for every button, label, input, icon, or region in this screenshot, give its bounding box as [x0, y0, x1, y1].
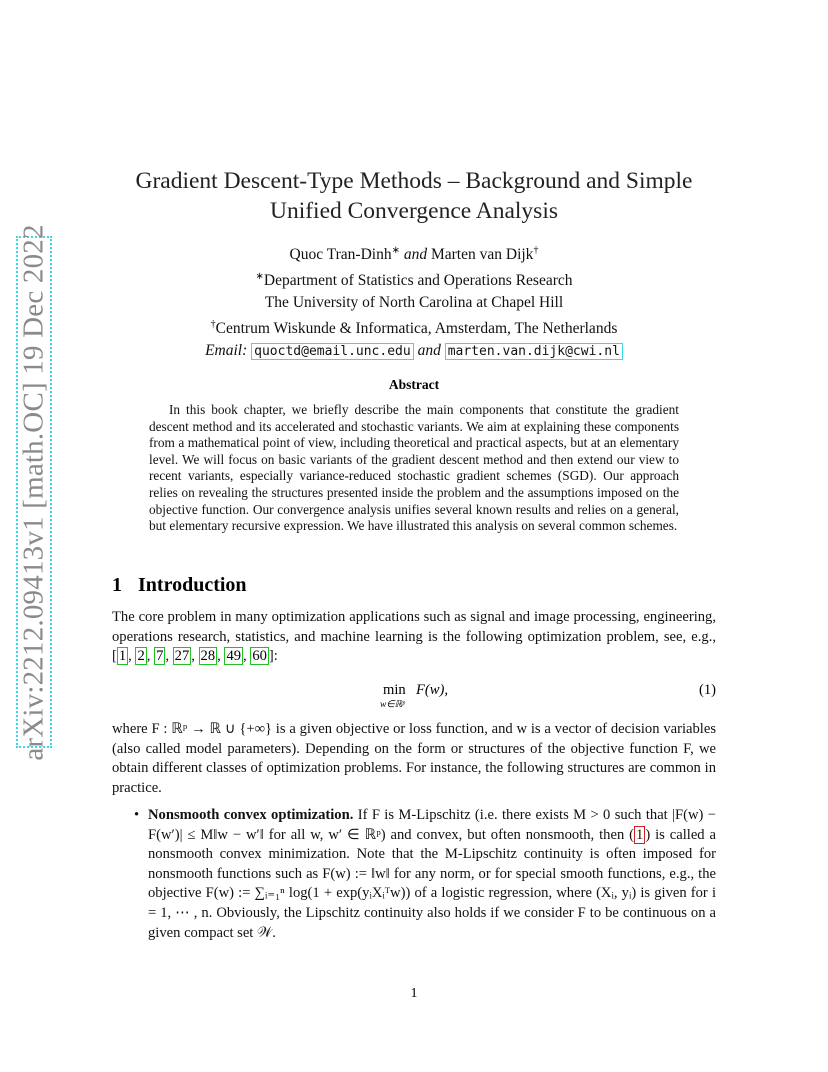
section-number: 1 [112, 574, 122, 596]
email-label: Email: [205, 342, 248, 360]
arxiv-stamp[interactable] [16, 223, 52, 761]
para2-text: where F : ℝᵖ → ℝ ∪ {+∞} is a given objective or loss function, and w is a vector of decision variables (also called model parameters). Depending on the form or structures of the objective function F, we obtain different classes of optimization problems. For instance, the following structures are common in practice. [112, 721, 716, 796]
citation-link[interactable]: 49 [226, 648, 242, 665]
authors-block [112, 240, 716, 363]
citation-link[interactable]: 60 [252, 648, 267, 665]
abstract-heading: Abstract [388, 377, 440, 392]
affiliation-2: The University of North Carolina at Chapel Hill [264, 294, 564, 312]
intro-paragraph-2 [112, 720, 716, 798]
bullet-item-nonsmooth [134, 806, 716, 943]
citation-link[interactable]: 7 [156, 648, 164, 665]
citation-link[interactable]: 28 [200, 648, 216, 665]
equation-1 [112, 680, 716, 714]
bullet-dot: • [134, 807, 140, 823]
bullet-text: Nonsmooth convex optimization. If F is M-Lipschitz (i.e. there exists M > 0 such that |F(w) − F(w′)| ≤ M‖w − w′‖ for all w, w′ ∈ ℝᵖ) and convex, but often nonsmooth, then ( 1 ) is called a nonsmooth convex minimization. Note that the M-Lipschitz continuity is often imposed for nonsmooth functions such as F(w) := ‖w‖ for any norm, or for special smooth functions, e.g., the objective F(w) := ∑ᵢ₌₁ⁿ log(1 + exp(yᵢXᵢᵀw)) of a logistic regression, where (Xᵢ, yᵢ) is given for i = 1, ⋯ , n. Obviously, the Lipschitz continuity also holds if we consider F to be continuous on a given compact set 𝒲. [148, 807, 716, 941]
author-line: Quoc Tran-Dinh∗ and Marten van Dijk† [289, 245, 539, 264]
title-line-1: Gradient Descent-Type Methods – Background and Simple [135, 168, 693, 194]
email-link-1[interactable]: quoctd@email.unc.edu [251, 343, 414, 360]
paper-title [112, 166, 716, 226]
equation-ref-link[interactable]: 1 [636, 826, 644, 843]
affiliation-1: ∗Department of Statistics and Operations Research [255, 271, 573, 290]
equation-number: (1) [698, 682, 716, 698]
abstract-body [149, 402, 679, 535]
author-1: Quoc Tran-Dinh [289, 246, 392, 264]
equation-subscript: w∈ℝᵖ [380, 700, 405, 710]
email-link-2[interactable]: marten.van.dijk@cwi.nl [445, 343, 623, 360]
author-and: and [403, 246, 428, 264]
intro-paragraph-1: The core problem in many optimization applications such as signal and image processing, engineering, operations research, statistics, and machine learning is the following optimization problem, see, e.g., [ 1 , 2 , 7 , 27 , 28 , 49 , 60 ]: [112, 609, 716, 665]
title-line-2: Unified Convergence Analysis [269, 198, 559, 224]
abstract-text: In this book chapter, we briefly describe the main components that constitute the gradient descent method and its accelerated and stochastic variants. We aim at explaining these components from a mathematical point of view, including theoretical and practical aspects, but at an elementary level. We will focus on basic variants of the gradient descent method and then extend our view to recent variants, especially variance-reduced stochastic gradient schemes (SGD). Our approach relies on revealing the structures presented inside the problem and the assumptions imposed on the objective function. Our convergence analysis unifies several known results and relies on a general, but elementary recursive expression. We have illustrated this analysis on several common schemes. [149, 402, 679, 534]
page-number: 1 [410, 986, 418, 1001]
citation-link[interactable]: 27 [174, 648, 190, 665]
section-title: Introduction [138, 574, 247, 596]
citation-link[interactable]: 2 [137, 648, 145, 665]
equation-min: min [383, 682, 406, 698]
para1-text: The core problem in many optimization applications such as signal and image processing, engineering, operations research, statistics, and machine learning is the following optimization problem, see, e.g., [112, 609, 716, 645]
arxiv-id[interactable]: arXiv:2212.09413v1 [math.OC] 19 Dec 2022 [17, 223, 50, 761]
email-and: and [417, 342, 441, 360]
affiliation-3: †Centrum Wiskunde & Informatica, Amsterdam, The Netherlands [210, 319, 618, 338]
email-line [112, 340, 716, 363]
equation-body: F(w), [416, 682, 449, 698]
section-heading [112, 574, 247, 597]
bullet-heading: Nonsmooth convex optimization. [148, 807, 354, 823]
author-2: Marten van Dijk [430, 246, 534, 264]
citation-link[interactable]: 1 [118, 648, 127, 665]
